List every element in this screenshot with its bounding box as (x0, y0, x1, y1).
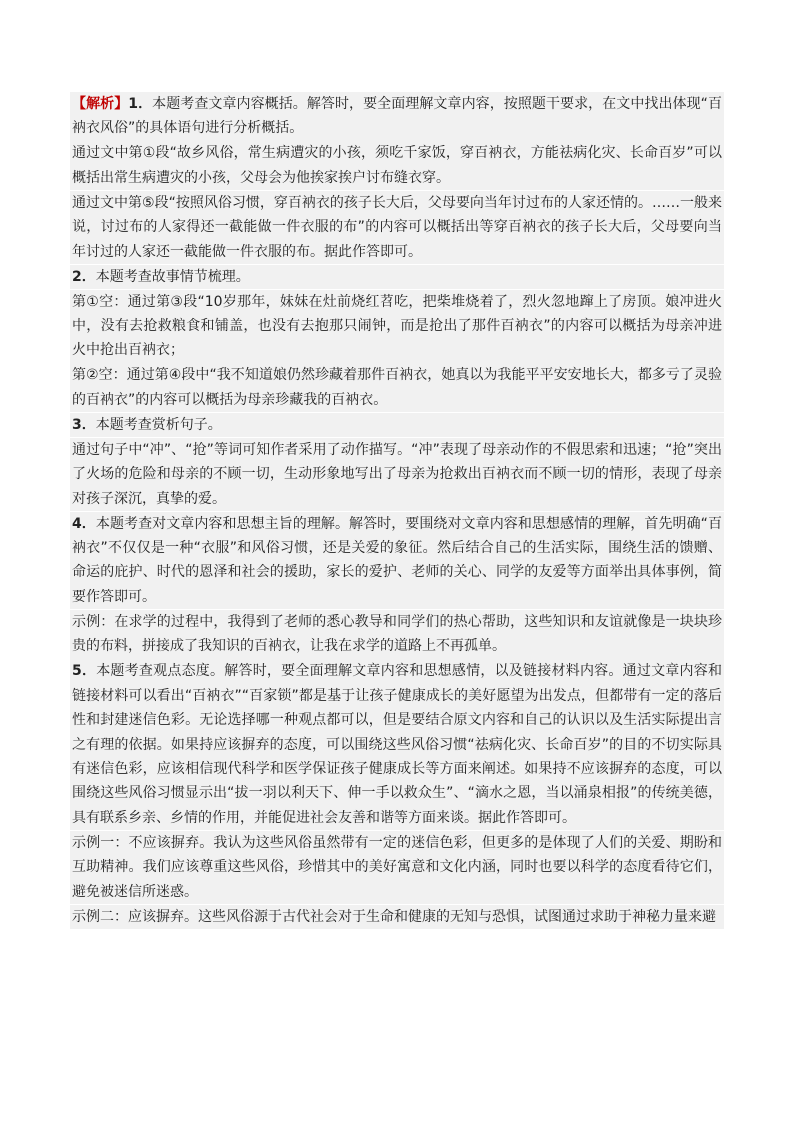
item-1-detail-b: 通过文中第⑤段“按照风俗习惯，穿百衲衣的孩子长大后，父母要向当年讨过布的人家还情的。……一般来说，讨过布的人家得还一截能做一件衣服的布”的内容可以概括出等穿百衲衣的孩子长大后，父母要向当年讨过的人家还一截能做一件衣服的布。据此作答即可。 (70, 191, 724, 264)
item-number-2: 2． (72, 268, 96, 285)
item-5-example-1: 示例一：不应该摒弃。我认为这些风俗虽然带有一定的迷信色彩，但更多的是体现了人们的关爱、期盼和互助精神。我们应该尊重这些风俗，珍惜其中的美好寓意和文化内涵，同时也要以科学的态度看待它们，避免被迷信所迷惑。 (70, 831, 724, 904)
analysis-item-4 (70, 512, 724, 610)
item-4-text: 本题考查对文章内容和思想主旨的理解。解答时，要围绕对文章内容和思想感情的理解，首先明确“百衲衣”不仅仅是一种“衣服”和风俗习惯，还是关爱的象征。然后结合自己的生活实际，围绕生活的馈赠、命运的庇护、时代的恩泽和社会的援助，家长的爱护、老师的关心、同学的友爱等方面举出具体事例，简要作答即可。 (72, 515, 722, 605)
item-1-text: 本题考查文章内容概括。解答时，要全面理解文章内容，按照题干要求，在文中找出体现“百衲衣风俗”的具体语句进行分析概括。 (72, 96, 722, 137)
item-3-detail-a: 通过句子中“冲”、“抢”等词可知作者采用了动作描写。“冲”表现了母亲动作的不假思索和迅速；“抢”突出了火场的危险和母亲的不顾一切，生动形象地写出了母亲为抢救出百衲衣而不顾一切的情形，表现了母亲对孩子深沉，真挚的爱。 (70, 438, 724, 511)
item-number-3: 3． (72, 416, 96, 433)
item-2-detail-b: 第②空：通过第④段中“我不知道娘仍然珍藏着那件百衲衣，她真以为我能平平安安地长大，都多亏了灵验的百衲衣”的内容可以概括为母亲珍藏我的百衲衣。 (70, 363, 724, 412)
item-number-4: 4． (72, 515, 96, 532)
analysis-item-3 (70, 413, 724, 437)
analysis-tag: 【解析】 (72, 96, 129, 112)
item-1-detail-a: 通过文中第①段“故乡风俗，常生病遭灾的小孩，须吃千家饭，穿百衲衣，方能祛病化灾、长命百岁”可以概括出常生病遭灾的小孩，父母会为他挨家挨户讨布缝衣穿。 (70, 141, 724, 190)
item-5-text: 本题考查观点态度。解答时，要全面理解文章内容和思想感情，以及链接材料内容。通过文章内容和链接材料可以看出“百衲衣”“百家锁”都是基于让孩子健康成长的美好愿望为出发点，但都带有一定的落后性和封建迷信色彩。无论选择哪一种观点都可以，但是要结合原文内容和自己的认识以及生活实际提出言之有理的依据。如果持应该摒弃的态度，可以围绕这些风俗习惯“祛病化灾、长命百岁”的目的不切实际具有迷信色彩，应该相信现代科学和医学保证孩子健康成长等方面来阐述。如果持不应该摒弃的态度，可以围绕这些风俗习惯显示出“拔一羽以利天下、伸一手以救众生”、“滴水之恩，当以涌泉相报”的传统美德，具有联系乡亲、乡情的作用，并能促进社会友善和谐等方面来谈。据此作答即可。 (72, 663, 722, 826)
item-5-example-2: 示例二：应该摒弃。这些风俗源于古代社会对于生命和健康的无知与恐惧，试图通过求助于神秘力量来避 (70, 905, 724, 929)
item-4-example: 示例：在求学的过程中，我得到了老师的悉心教导和同学们的热心帮助，这些知识和友谊就像是一块块珍贵的布料，拼接成了我知识的百衲衣，让我在求学的道路上不再孤单。 (70, 610, 724, 659)
item-number-5: 5． (72, 663, 97, 680)
analysis-section (70, 92, 724, 929)
analysis-item-5 (70, 659, 724, 830)
item-number-1: 1． (128, 96, 153, 112)
item-2-detail-a: 第①空：通过第③段“10岁那年，妹妹在灶前烧红苕吃，把柴堆烧着了，烈火忽地蹿上了房顶。娘冲进火中，没有去抢救粮食和铺盖，也没有去抱那只闹钟，而是抢出了那件百衲衣”的内容可以概括为母亲冲进火中抢出百衲衣； (70, 290, 724, 363)
analysis-item-2 (70, 265, 724, 289)
item-2-text: 本题考查故事情节梳理。 (95, 268, 250, 285)
item-3-text: 本题考查赏析句子。 (95, 416, 222, 433)
analysis-item-1 (70, 92, 724, 141)
